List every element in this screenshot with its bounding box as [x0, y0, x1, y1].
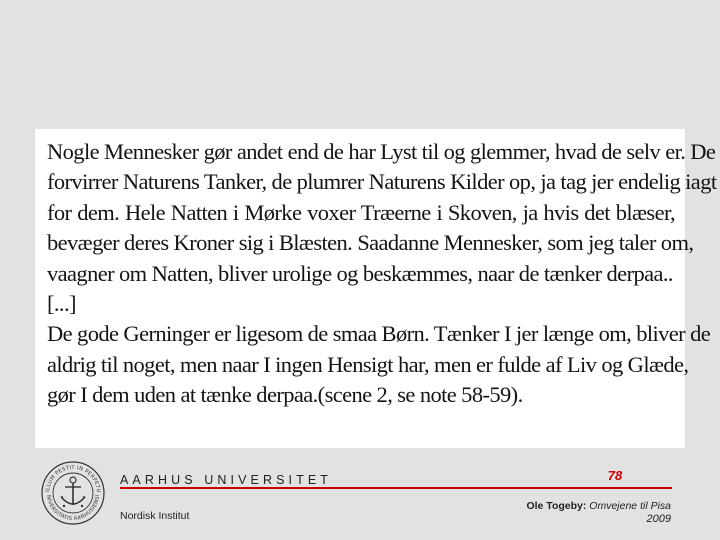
credit-line — [526, 500, 671, 513]
quote-line: bevæger deres Kroner sig i Blæsten. Saadanne Mennesker, som jeg taler om, — [47, 230, 694, 256]
work-title: Omvejene til Pisa — [589, 500, 671, 512]
quote-line: aldrig til noget, men naar I ingen Hensigt har, men er fulde af Liv og Glæde, — [47, 351, 689, 377]
university-name: AARHUS UNIVERSITET — [120, 473, 333, 487]
quote-line: for dem. Hele Natten i Mørke voxer Træerne i Skoven, ja hvis det blæser, — [47, 199, 675, 225]
svg-text:SIGILLUM PESTIT IN PERPETUUM — [40, 460, 101, 493]
quote-line: [...] — [47, 291, 76, 317]
seal-inscription-bottom: NIVERSITATIS AARHUSIENSI — [44, 494, 102, 523]
university-seal-icon — [40, 460, 106, 526]
seal-inscription-top: ILLUM PESTIT IN PERPETU — [45, 464, 102, 494]
quote-line: gør I dem uden at tænke derpaa.(scene 2, se note 58-59). — [47, 382, 523, 408]
quote-line: De gode Gerninger er ligesom de smaa Børn. Tænker I jer længe om, bliver de — [47, 321, 711, 347]
quote-line: Nogle Mennesker gør andet end de har Lyst til og glemmer, hvad de selv er. De — [47, 139, 716, 164]
quote-box — [35, 129, 717, 448]
year: 2009 — [646, 513, 671, 525]
quote-line: forvirrer Naturens Tanker, de plumrer Naturens Kilder op, ja tag jer endelig iagt — [47, 169, 717, 195]
credit-block — [526, 500, 671, 526]
footer-divider — [120, 487, 672, 489]
author-name: Ole Togeby: — [526, 500, 587, 512]
quote-line: vaagner om Natten, bliver urolige og beskæmmes, naar de tænker derpaa.. — [47, 260, 673, 286]
institute-name: Nordisk Institut — [120, 510, 190, 522]
page-number: 78 — [607, 468, 623, 483]
